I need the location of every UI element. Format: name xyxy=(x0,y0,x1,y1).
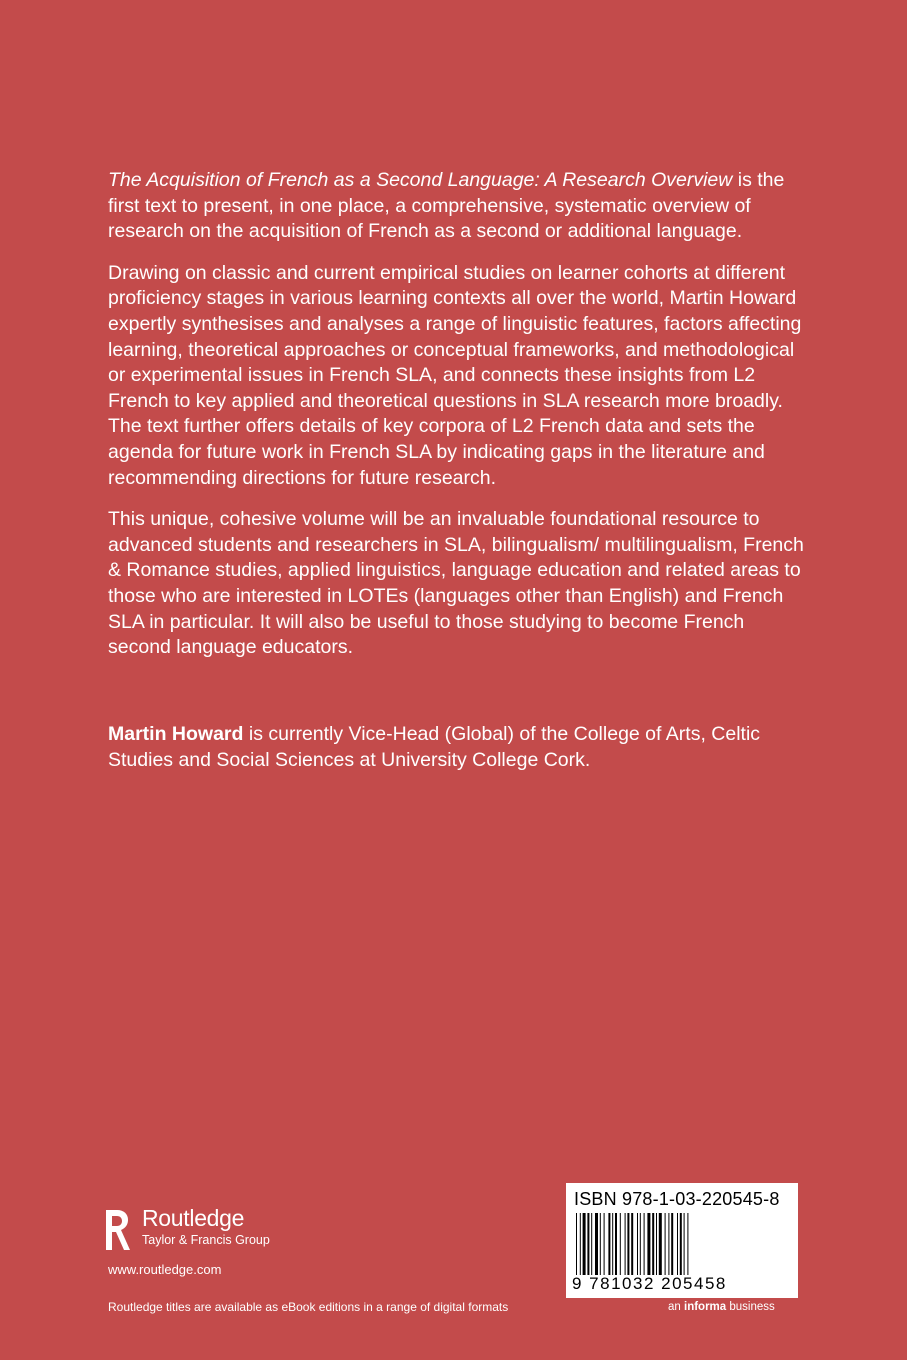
barcode-bar xyxy=(604,1213,605,1275)
informa-prefix: an xyxy=(668,1301,684,1313)
barcode-bar xyxy=(608,1213,610,1275)
barcode-bar xyxy=(656,1213,657,1275)
barcode-bar xyxy=(668,1213,669,1275)
routledge-logo xyxy=(102,1206,270,1254)
barcode-bar xyxy=(665,1213,666,1275)
barcode-bar xyxy=(647,1213,650,1275)
barcode-bar xyxy=(644,1213,645,1275)
informa-brand: informa xyxy=(684,1301,727,1313)
isbn-label: ISBN 978-1-03-220545-8 xyxy=(574,1189,780,1209)
publisher-name: Routledge xyxy=(142,1205,245,1231)
barcode-bar xyxy=(583,1213,586,1275)
author-name: Martin Howard xyxy=(108,723,244,745)
author-bio-text: is currently Vice-Head (Global) of the College of Arts, Celtic Studies and Social Sciences at University College Cork. xyxy=(108,723,761,771)
barcode-bar xyxy=(684,1213,685,1275)
barcode-bar xyxy=(659,1213,662,1275)
barcode-bar xyxy=(620,1213,621,1275)
blurb-p1-text: is the first text to present, in one place, a comprehensive, systematic overview of research on the acquisition of French as a second or additional language. xyxy=(108,169,785,243)
barcode-bar xyxy=(587,1213,589,1275)
isbn-barcode xyxy=(566,1183,798,1298)
routledge-r-icon xyxy=(102,1206,132,1254)
informa-suffix: business xyxy=(726,1301,775,1313)
barcode-bar xyxy=(671,1213,673,1275)
barcode-bars xyxy=(574,1213,790,1275)
barcode-bar xyxy=(640,1213,641,1275)
barcode-bar xyxy=(677,1213,678,1275)
isbn-digits: 9 781032 205458 xyxy=(572,1274,727,1293)
barcode-bar xyxy=(680,1213,682,1275)
barcode-bar xyxy=(652,1213,654,1275)
barcode-bar xyxy=(580,1213,581,1275)
barcode-bar xyxy=(631,1213,633,1275)
barcode-bar xyxy=(625,1213,626,1275)
blurb-paragraph-2: Drawing on classic and current empirical studies on learner cohorts at different proficiency stages in various learning contexts all over the world, Martin Howard expertly synthesises and analyses a range of linguistic features, factors affecting learning, theoretical approaches or conceptual frameworks, and methodological or experimental issues in French SLA, and connects these insights from L2 French to key applied and theoretical questions in SLA research more broadly. The text further offers details of key corpora of L2 French data and sets the agenda for future work in French SLA by indicating gaps in the literature and recommending directions for future research. xyxy=(108,261,802,489)
blurb-paragraph-1 xyxy=(108,168,808,245)
barcode-bar xyxy=(615,1213,617,1275)
blurb-paragraph-3: This unique, cohesive volume will be an invaluable foundational resource to advanced students and researchers in SLA, bilingualism/ multilingualism, French & Romance studies, applied linguistics, language education and related areas to those who are interested in LOTEs (languages other than English) and French SLA in particular. It will also be useful to those studying to become French second language educators. xyxy=(108,508,804,659)
barcode-bar xyxy=(627,1213,629,1275)
barcode-bar xyxy=(612,1213,613,1275)
barcode-bar xyxy=(600,1213,601,1275)
blurb xyxy=(108,168,808,677)
ebook-note: Routledge titles are available as eBook editions in a range of digital formats xyxy=(108,1300,509,1314)
author-bio xyxy=(108,722,808,773)
informa-note xyxy=(668,1301,775,1313)
barcode-bar xyxy=(576,1213,577,1275)
book-title: The Acquisition of French as a Second Language: A Research Overview xyxy=(108,169,733,191)
barcode-bar xyxy=(637,1213,638,1275)
publisher-group: Taylor & Francis Group xyxy=(142,1233,270,1247)
publisher-url[interactable]: www.routledge.com xyxy=(108,1262,222,1277)
barcode-bar xyxy=(591,1213,592,1275)
barcode-bar xyxy=(687,1213,688,1275)
barcode-bar xyxy=(595,1213,598,1275)
